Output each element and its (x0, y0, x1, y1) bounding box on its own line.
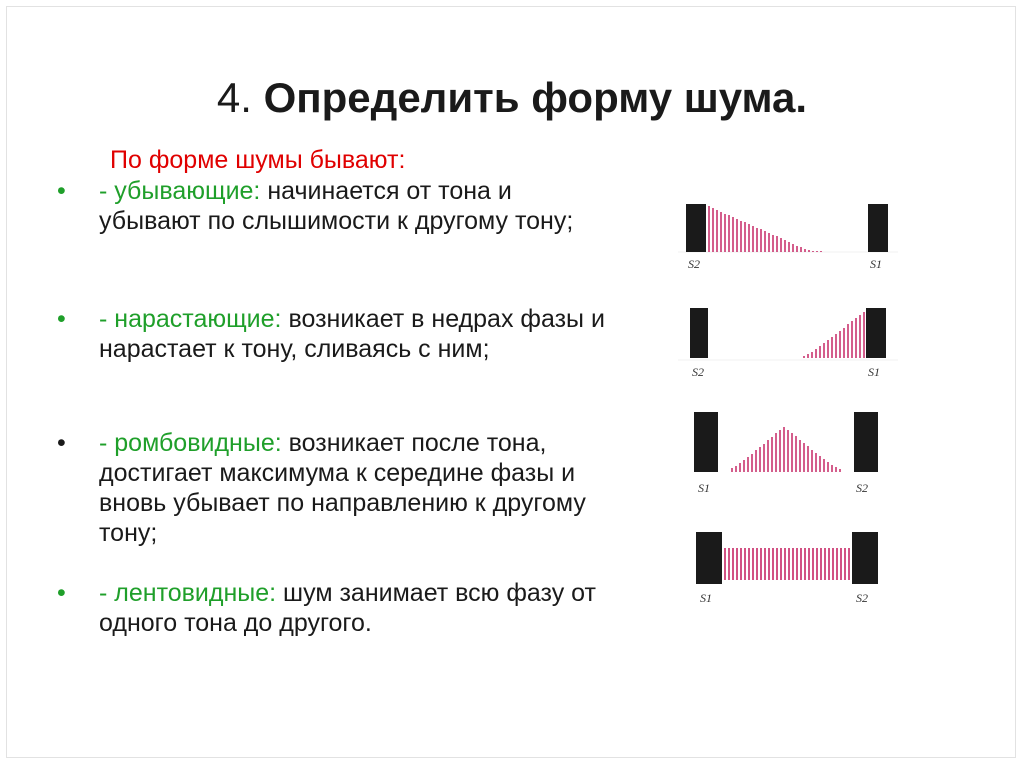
left-tone-label: S1 (698, 481, 710, 495)
bullet-term: - лентовидные: (99, 579, 277, 607)
diagram-diamond (688, 400, 888, 500)
intro-text: По форме шумы бывают: (110, 146, 406, 174)
right-tone-label: S1 (868, 365, 880, 379)
bullet-term: - нарастающие: (99, 305, 282, 333)
bullet-term: - ромбовидные: (99, 429, 282, 457)
diagram-decrescendo (678, 186, 898, 276)
diagram-plateau (688, 522, 888, 612)
bullet-text (99, 428, 619, 548)
tone-bar-right (868, 204, 888, 252)
bullet-description: шум занимает всю фазу от одного тона до другого. (99, 579, 596, 637)
bullet-marker: • (57, 429, 66, 457)
right-tone-label: S2 (856, 481, 868, 495)
tone-bar-left (696, 532, 722, 584)
noise-stripes (725, 548, 849, 580)
left-tone-label: S2 (692, 365, 704, 379)
plateau-murmur-diagram (688, 522, 888, 612)
noise-stripes (709, 206, 821, 252)
tone-bar-right (854, 412, 878, 472)
bullet-text (99, 578, 619, 638)
tone-bar-left (694, 412, 718, 472)
tone-bar-right (866, 308, 886, 358)
bullet-text (99, 176, 619, 236)
bullet-marker: • (57, 177, 66, 205)
tone-bar-right (852, 532, 878, 584)
noise-stripes (732, 427, 840, 472)
diamond-murmur-diagram (688, 400, 888, 500)
bullet-term: - убывающие: (99, 177, 261, 205)
left-tone-label: S1 (700, 591, 712, 605)
crescendo-murmur-diagram (678, 296, 898, 386)
bullet-description: возникает в недрах фазы и нарастает к тону, сливаясь с ним; (99, 305, 605, 363)
bullet-marker: • (57, 579, 66, 607)
left-tone-label: S2 (688, 257, 700, 271)
tone-bar-left (690, 308, 708, 358)
noise-stripes (804, 312, 864, 358)
title-number: 4. (216, 74, 252, 121)
tone-bar-left (686, 204, 706, 252)
right-tone-label: S1 (870, 257, 882, 271)
bullet-text (99, 304, 619, 364)
diagram-crescendo (678, 296, 898, 386)
page-title (0, 72, 1024, 124)
title-text: Определить форму шума. (263, 74, 808, 121)
bullet-description: начинается от тона и убывают по слышимости к другому тону; (99, 177, 574, 235)
right-tone-label: S2 (856, 591, 868, 605)
decrescendo-murmur-diagram (678, 186, 898, 276)
bullet-marker: • (57, 305, 66, 333)
bullet-description: возникает после тона, достигает максимума к середине фазы и вновь убывает по направлению к другому тону; (99, 429, 586, 547)
